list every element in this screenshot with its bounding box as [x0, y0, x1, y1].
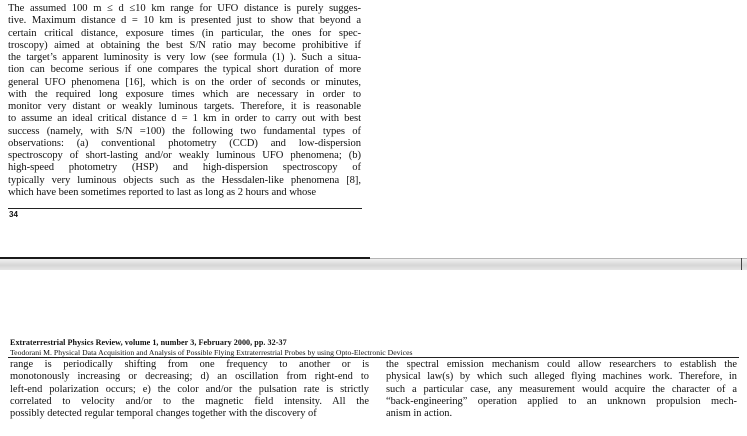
text-line: range is periodically shifting from one frequency to another or is — [10, 359, 369, 370]
text-line: general UFO phenomena [16], which is on the order of seconds or minutes, — [8, 76, 361, 88]
page-number: 34 — [9, 210, 18, 219]
text-line: troscopy) aimed at obtaining the best S/N ratio may become prohibitive if — [8, 39, 361, 51]
left-column — [10, 359, 369, 420]
text-line: monotonously increasing or decreasing; d) an oscillation from right-end to — [10, 371, 369, 383]
footer-rule — [8, 208, 362, 209]
text-line: physical law(s) by which such alleged flying machines work. Therefore, in — [386, 371, 737, 383]
page-edge-line — [0, 257, 370, 259]
text-line: correlated to velocity and/or to the magnetic field intensity. All the — [10, 395, 369, 407]
text-line: certain critical distance, exposure times (in particular, the ones for spec- — [8, 27, 361, 39]
article-running-title: Teodorani M. Physical Data Acquisition and Analysis of Possible Flying Extraterrestrial Probes by using Opto-Electronic Devices — [10, 348, 413, 357]
text-line: The assumed 100 m ≤ d ≤10 km range for UFO distance is purely sugges- — [8, 3, 361, 14]
text-line: left-end polarization occurs; e) the color and/or the pulsation rate is strictly — [10, 383, 369, 395]
text-line: which have been sometimes reported to last as long as 2 hours and whose — [8, 186, 317, 198]
text-line: typically very luminous objects such as the Hessdalen-like phenomena [8], — [8, 174, 361, 186]
text-line: the spectral emission mechanism could allow researchers to establish the — [386, 359, 737, 370]
page-edge-line-faint — [370, 258, 747, 259]
text-line: tion can become serious if one compares the typical short duration of more — [8, 64, 361, 76]
header-rule — [8, 357, 739, 358]
text-line: high-speed photometry (HSP) and high-dispersion spectroscopy of — [8, 162, 361, 174]
text-line: monitor very distant or weakly luminous targets. Therefore, it is reasonable — [8, 101, 361, 112]
text-line: to assume an ideal critical distance d = 1 km in order to carry out with best — [8, 113, 361, 125]
text-line: observations: (a) conventional photometry (CCD) and low-dispersion — [8, 137, 361, 149]
page-gap-band — [0, 258, 747, 270]
right-column — [386, 359, 737, 420]
text-line: possibly detected regular temporal changes together with the discovery of — [10, 408, 317, 420]
text-line: tive. Maximum distance d = 10 km is presented just to show that beyond a — [8, 15, 361, 27]
page-edge-tick — [741, 258, 742, 270]
text-line: success (namely, with S/N =100) the following two fundamental types of — [8, 125, 361, 137]
text-line: spectroscopy of short-lasting and/or weakly luminous UFO phenomena; (b) — [8, 150, 361, 161]
top-paragraph — [8, 3, 361, 199]
journal-header: Extraterrestrial Physics Review, volume 1, number 3, February 2000, pp. 32-37 — [10, 338, 287, 347]
text-line: anism in action. — [386, 408, 453, 420]
text-line: the target’s apparent luminosity is very low (see formula (1) ). Such a situa- — [8, 52, 361, 63]
text-line: “back-engineering” operation applied to an unknown propulsion mech- — [386, 395, 737, 407]
text-line: such a particular case, any measurement would acquire the character of a — [386, 383, 737, 395]
text-line: with the required long exposure times which are necessary in order to — [8, 88, 361, 100]
